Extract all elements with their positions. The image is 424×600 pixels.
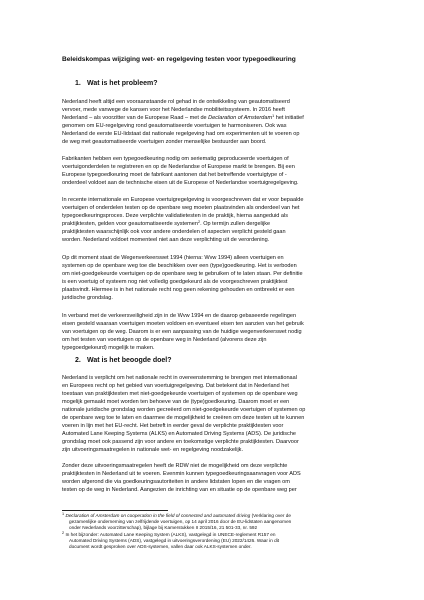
paragraph-3: In recente internationale en Europese voertuigregelgeving is voorgeschreven dat er voor bepaalde voertuigen of onderdelen testen op de openbare weg moeten plaatsvinden als onderdeel van het typegoedkeuringsproces. Deze verplichte validatietesten in de praktijk, hierna aangeduid als praktijktesten, gelden voor geautomatiseerde systemen$^2$. Op termijn zullen dergelijke praktijktesten waarschijnlijk ook voor andere onderdelen of aspecten verplicht gesteld gaan worden. Nederland voldoet momenteel niet aan deze verplichting uit de verordening. <box>62 197 304 244</box>
footnotes <box>62 513 364 550</box>
document-title: Beleidskompas wijziging wet- en regelgeving testen voor typegoedkeuring <box>62 56 296 63</box>
footnote-mark: 1 <box>62 512 65 516</box>
paragraph-7: Zonder deze uitvoeringsmaatregelen heeft de RDW niet de mogelijkheid om deze verplichte praktijktesten in Nederland uit te voeren. Evenmin kunnen typegoedkeuringsaanvragen voor ADS worden afgerond die via goedkeuringsautoriteiten in andere lidstaten lopen en die vragen om testen op de weg in Nederland. Aangezien de inrichting van en situatie op de openbare weg per <box>62 463 301 494</box>
footnote-ref-1[interactable]: 1 <box>272 114 275 119</box>
footnote-mark: 2 <box>62 530 65 535</box>
section-title: Wat is het beoogde doel? <box>87 357 172 364</box>
paragraph-2: Fabrikanten hebben een typegoedkeuring nodig om seriematig geproduceerde voertuigen of voertuigonderdelen te registreren en op de Nederlandse of Europese markt te brengen. Bij een Europese typegoedkeuring moet de fabrikant aantonen dat het betreffende voertuigtype of - onderdeel voldoet aan de technische eisen uit de Europese of Nederlandse voertuigregelgeving. <box>62 156 299 187</box>
paragraph-6: Nederland is verplicht om het nationale recht in overeenstemming te brengen met internationaal en Europees recht op het gebied van voertuigregelgeving. Dat betekent dat in Nederland het toestaan van praktijktesten met niet-goedgekeurde voertuigen of systemen op de openbare weg mogelijk gemaakt moet worden ten behoeve van de (type)goedkeuring. Daarom moet er een nationale juridische grondslag worden gecreëerd om niet-goedgekeurde voertuigen of systemen op de openbare weg toe te laten en daarmee de mogelijkheid te creëren om deze testen uit te kunnen voeren in lijn met het EU-recht. Het betreft in eerder geval de verplichte praktijktesten voor Automated Lane Keeping Systems (ALKS) en Automated Driving Systems (ADS). De juridische grondslag moet ook passend zijn voor andere en toekomstige verplichte praktijktesten. Daarvoor zijn uitvoeringsmaatregelen in nationale wet- en regelgeving noodzakelijk. <box>62 375 306 454</box>
footnote-1: $^1$ Declaration of Amsterdam on cooperation in the field of connected and automated driving (Verklaring over de gezamenlijke onderneming van zelfrijdende voertuigen, op 14 april 2016 door de EU-lidstaten aangenomen onder Nederlands voorzitterschap), bijlage bij Kamerstukken II 2015/16, 21 501-33, nr. 592 <box>62 512 292 531</box>
italic-reference: Declaration of Amsterdam <box>208 115 273 122</box>
paragraph-1: Nederland heeft altijd een vooraanstaande rol gehad in de ontwikkeling van geautomatiseerd vervoer, mede vanwege de kansen voor het Nederlandse mobiliteitssysteem. In 2016 heeft Nederland – als voorzitter van de Europese Raad – met de Declaration of Amsterdam$^1$ het initiatief genomen om EU-regelgeving rond geautomatiseerde voertuigen te harmoniseren. Ook was Nederland de eerste EU-lidstaat dat nationale regelgeving had om experimenten uit te voeren op de weg met geautomatiseerde voertuigen zonder menselijke bestuurder aan boord. <box>62 99 304 146</box>
footnote-2: $^2$ In het bijzonder: Automated Lane Keeping System (ALKS), vastgelegd in UNECE-reglement R157 en Automated Driving Systems (ADS), vastgelegd in uitvoeringsverordening (EU) 2022/1426. Waar in dit document wordt gesproken over ADS-systemen, vallen daar ook ALKS-systemen onder. <box>62 530 280 550</box>
footnote-ref-2[interactable]: 2 <box>197 220 201 225</box>
paragraph-4: Op dit moment staat de Wegenverkeerswet 1994 (hierna: Wvw 1994) alleen voertuigen en systemen op de openbare weg toe die beschikken over een (type)goedkeuring. Het is verboden om niet-goedgekeurde voertuigen op de openbare weg te gebruiken of te laten staan. Per definitie is een voertuig of systeem nog niet volledig goedgekeurd als de voorgeschreven praktijktest plaatsvindt. Hiermee is in het nationale recht nog geen rekening gehouden en ontbreekt er een juridische grondslag. <box>62 255 303 302</box>
footnote-italic-title: Declaration of Amsterdam on cooperation in the field of connected and automated driving <box>65 513 251 518</box>
section-number: 1. <box>75 80 81 87</box>
section-title: Wat is het probleem? <box>87 80 158 87</box>
section-number: 2. <box>75 357 81 364</box>
section-heading-1 <box>75 80 158 87</box>
footnote-divider <box>62 510 168 511</box>
section-heading-2 <box>75 357 172 364</box>
paragraph-5: In verband met de verkeersveiligheid zijn in de Wvw 1994 en de daarop gebaseerde regelingen eisen gesteld waaraan voertuigen moeten voldoen en eventueel eisen ten aanzien van het gebruik van voertuigen op de weg. Daarom is er een aanpassing van de huidige wegenverkeerswet nodig om het testen van voertuigen op de openbare weg in Nederland (alvorens deze zijn typegoedgekeurd) mogelijk te maken. <box>62 313 304 352</box>
